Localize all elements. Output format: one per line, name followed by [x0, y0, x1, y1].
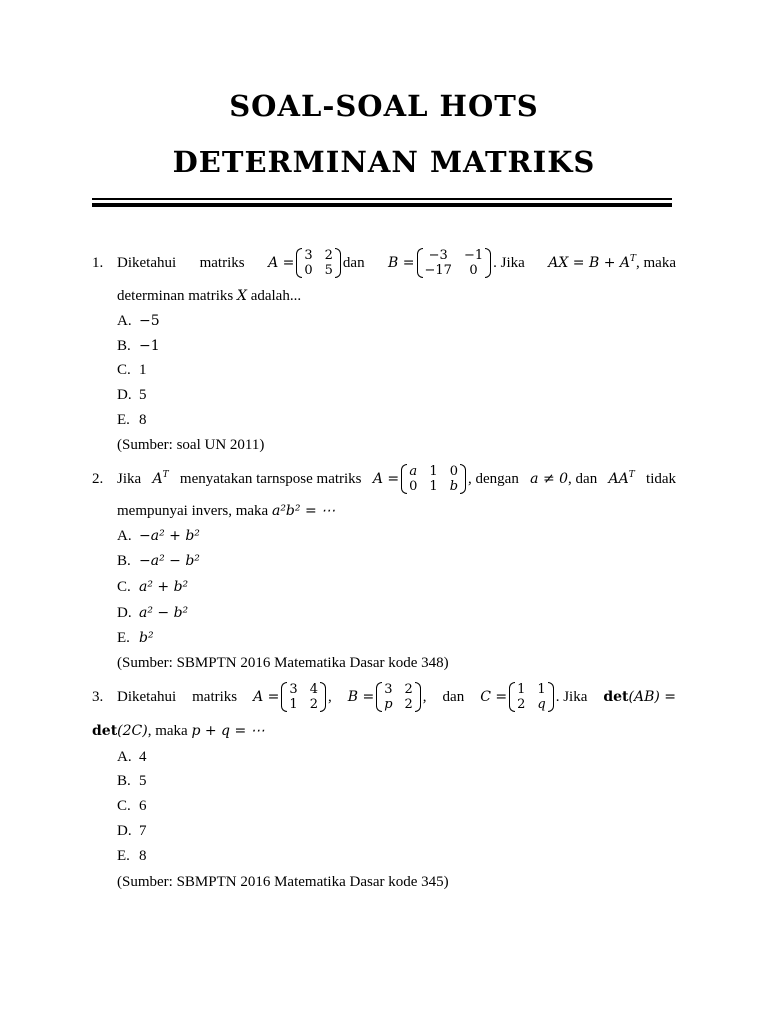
q2-word-dengan: , dengan: [468, 471, 519, 487]
q2-option-b: B. −a² − b²: [117, 553, 200, 569]
q2-expression: a²b² = ⋯: [271, 503, 336, 519]
q3-matrix-a: [281, 682, 326, 712]
matrix-cell: p: [384, 697, 393, 712]
matrix-cell: b: [449, 479, 459, 494]
q1-word-dan: dan: [342, 255, 365, 271]
q1-option-c: C. 1: [117, 362, 147, 378]
q3-option-d: D. 7: [117, 823, 147, 839]
q3-word-dan: dan: [442, 689, 465, 705]
matrix-cell: 1: [429, 464, 438, 479]
q3-line-2: det(2C), maka p + q = ⋯: [92, 723, 265, 739]
q3-b-lhs: B =: [347, 689, 375, 705]
q2-number: 2.: [92, 471, 104, 487]
q2-option-c: C. a² + b²: [117, 579, 189, 595]
q2-a-lhs: A =: [372, 471, 400, 487]
q2-word-jika: Jika: [117, 471, 142, 487]
q2-source: (Sumber: SBMPTN 2016 Matematika Dasar kode 348): [117, 655, 449, 671]
q1-number: 1.: [92, 255, 104, 271]
q2-line-1: [92, 464, 677, 494]
matrix-cell: 1: [517, 682, 526, 697]
matrix-cell: 0: [449, 464, 458, 479]
q2-a-transpose: $A^T$: [152, 470, 169, 487]
matrix-cell: −17: [424, 263, 452, 278]
title-line-1: SOAL-SOAL HOTS: [229, 89, 539, 123]
q3-det-ab: det(AB) =: [603, 689, 677, 705]
q3-a-lhs: A =: [253, 689, 280, 705]
q2-aa-transpose: $AA^T$: [608, 470, 635, 487]
matrix-cell: 2: [324, 248, 333, 263]
q1-matrix-b: [417, 248, 492, 278]
matrix-cell: 2: [404, 697, 413, 712]
q3-source: (Sumber: SBMPTN 2016 Matematika Dasar kode 345): [117, 874, 449, 890]
matrix-cell: q: [537, 697, 546, 712]
matrix-cell: 3: [289, 682, 298, 697]
title-divider-thick: [92, 203, 672, 207]
matrix-cell: 1: [289, 697, 298, 712]
matrix-cell: 3: [384, 682, 393, 697]
q2-word-menyatakan: menyatakan tarnspose matriks: [179, 471, 362, 487]
q2-option-a: A. −a² + b²: [117, 528, 200, 544]
q3-matrix-b: [376, 682, 421, 712]
matrix-cell: a: [409, 464, 418, 479]
matrix-cell: 4: [309, 682, 318, 697]
title-line-2: DETERMINAN MATRIKS: [172, 145, 596, 179]
q1-word-matriks: matriks: [199, 255, 245, 271]
q3-det-2c: (2C): [117, 723, 148, 739]
q2-condition: a ≠ 0: [530, 471, 569, 487]
matrix-cell: 1: [429, 479, 438, 494]
q2-line-2: mempunyai invers, maka a²b² = ⋯: [117, 503, 336, 519]
q1-a-lhs: A =: [268, 255, 295, 271]
q3-option-c: C. 6: [117, 798, 147, 814]
matrix-cell: −1: [463, 248, 484, 263]
matrix-cell: 5: [324, 263, 333, 278]
q2-word-tidak: tidak: [646, 471, 677, 487]
q1-line-2: determinan matriks X adalah...: [117, 288, 302, 304]
matrix-cell: 2: [404, 682, 413, 697]
q1-option-b: B. −1: [117, 338, 160, 354]
q1-matrix-a: [296, 248, 341, 278]
q1-equation: AX = $B + A^T$: [548, 254, 637, 271]
q3-expression: p + q = ⋯: [191, 723, 265, 739]
q3-word-diketahui: Diketahui: [117, 689, 177, 705]
q2-matrix-a: [401, 464, 466, 494]
q1-option-d: D. 5: [117, 387, 147, 403]
q1-word-maka: , maka: [636, 255, 676, 271]
matrix-cell: 2: [309, 697, 318, 712]
matrix-cell: 0: [304, 263, 313, 278]
matrix-cell: 0: [409, 479, 418, 494]
q3-option-b: B. 5: [117, 773, 147, 789]
q1-word-diketahui: Diketahui: [117, 255, 177, 271]
q1-option-a: A. −5: [117, 313, 160, 329]
q1-var-x: X: [236, 288, 247, 304]
matrix-cell: 1: [537, 682, 546, 697]
q1-option-e: E. 8: [117, 412, 147, 428]
q3-option-a: A. 4: [117, 749, 147, 765]
q1-source: (Sumber: soal UN 2011): [117, 437, 265, 453]
q3-word-jika: . Jika: [555, 689, 588, 705]
q1-b-lhs: B =: [388, 255, 415, 271]
q3-number: 3.: [92, 689, 104, 705]
q3-option-e: E. 8: [117, 848, 147, 864]
q2-option-e: E. b²: [117, 630, 154, 646]
q3-c-lhs: C =: [480, 689, 508, 705]
matrix-cell: 2: [517, 697, 526, 712]
q1-line-1: [92, 248, 676, 278]
q3-word-matriks: matriks: [192, 689, 238, 705]
q1-word-jika: . Jika: [493, 255, 525, 271]
title-divider-thin: [92, 198, 672, 200]
q2-word-dan: , dan: [568, 471, 598, 487]
q3-line-1: 3. Diketahui matriks A = 3 4 1 2 , B = 3 2 p 2 , dan C = 1 1 2 q . Jika det(AB) =: [92, 682, 677, 712]
matrix-cell: −3: [428, 248, 448, 263]
matrix-cell: 3: [304, 248, 313, 263]
matrix-cell: 0: [469, 263, 478, 278]
q2-option-d: D. a² − b²: [117, 605, 189, 621]
q3-matrix-c: [509, 682, 554, 712]
